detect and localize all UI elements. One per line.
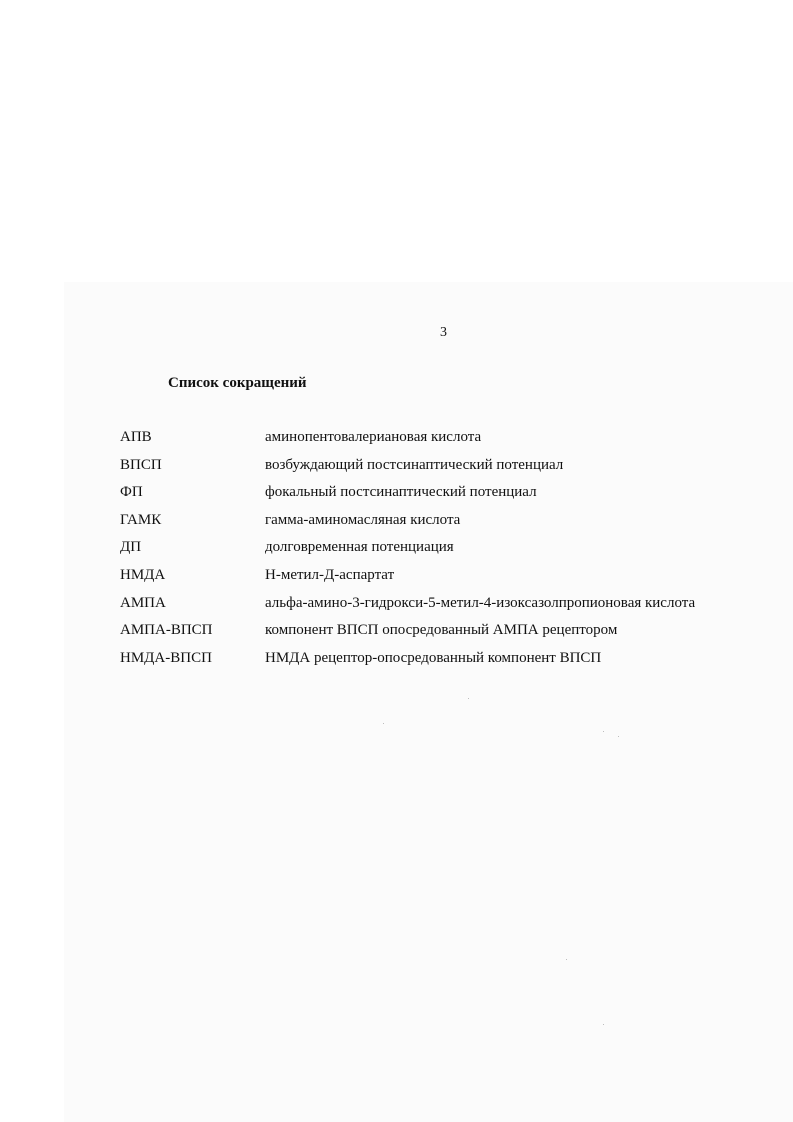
scan-speck: [603, 1024, 604, 1025]
abbreviation-row: [120, 594, 760, 622]
abbreviation-row: [120, 649, 760, 677]
abbreviation-definition: аминопентовалериановая кислота: [265, 429, 482, 445]
page-number: 3: [440, 325, 447, 340]
abbreviation-row: [120, 511, 760, 539]
abbreviation-row: [120, 483, 760, 511]
abbreviation-definition: возбуждающий постсинаптический потенциал: [265, 456, 564, 473]
abbreviation-term: ФП: [120, 484, 143, 501]
scan-speck: [618, 736, 619, 737]
abbreviation-row: [120, 621, 760, 649]
abbreviation-definition: НМДА рецептор-опосредованный компонент ВПСП: [265, 649, 602, 666]
abbreviation-term: НМДА: [120, 566, 166, 583]
abbreviation-definition: Н-метил-Д-аспартат: [265, 566, 395, 583]
abbreviation-definition: долговременная потенциация: [265, 539, 454, 556]
abbreviation-definition: компонент ВПСП опосредованный АМПА рецептором: [265, 622, 618, 639]
abbreviation-definition: гамма-аминомасляная кислота: [265, 511, 461, 528]
abbreviation-term: ГАМК: [120, 511, 162, 528]
abbreviation-term: ДП: [120, 539, 142, 556]
abbreviation-row: [120, 538, 760, 566]
abbreviation-definition: альфа-амино-3-гидрокси-5-метил-4-изоксазолпропионовая кислота: [265, 594, 696, 611]
abbreviation-row: [120, 456, 760, 484]
abbreviation-term: НМДА-ВПСП: [120, 649, 212, 666]
scan-speck: [468, 698, 469, 699]
scan-speck: [566, 959, 567, 960]
scan-speck: [383, 723, 384, 724]
abbreviation-term: АМПА-ВПСП: [120, 622, 213, 639]
scan-background: [64, 282, 793, 1122]
abbreviation-row: [120, 428, 760, 456]
abbreviation-row: [120, 566, 760, 594]
abbreviation-list: [120, 428, 760, 676]
abbreviation-term: АМПА: [120, 594, 166, 611]
abbreviation-definition: фокальный постсинаптический потенциал: [265, 484, 537, 501]
abbreviation-term: ВПСП: [120, 456, 162, 473]
page-title: Список сокращений: [168, 375, 307, 391]
scan-speck: [603, 731, 604, 732]
abbreviation-term: АПВ: [120, 429, 152, 445]
